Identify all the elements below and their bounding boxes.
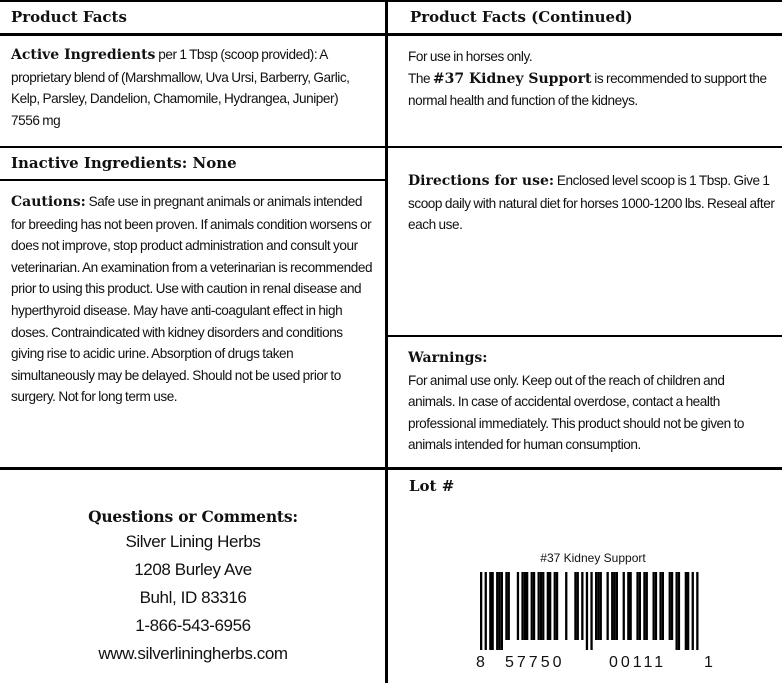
barcode-bar <box>554 572 556 640</box>
barcode-bar <box>669 572 671 640</box>
barcode-bar <box>492 572 494 650</box>
barcode-bar <box>630 572 632 640</box>
barcode-bar <box>643 572 645 640</box>
barcode-bar <box>565 572 567 640</box>
right-usage-rule <box>386 146 782 148</box>
barcode-bar <box>540 572 542 640</box>
center-divider <box>385 0 388 683</box>
barcode-bar <box>611 572 613 640</box>
cautions <box>11 191 377 408</box>
usage-line1: For use in horses only. <box>408 49 533 64</box>
left-header: Product Facts <box>11 8 127 26</box>
barcode-digit-last: 1 <box>704 654 713 671</box>
barcode-bar <box>597 572 599 640</box>
barcode-bar <box>627 572 629 640</box>
active-ingredients <box>11 44 361 131</box>
barcode-bar <box>501 572 503 650</box>
barcode-bar <box>485 572 487 650</box>
contact-phone: 1-866-543-6956 <box>135 616 251 635</box>
barcode <box>480 572 720 650</box>
left-inactive-rule <box>0 179 386 181</box>
barcode-bar <box>480 572 482 650</box>
barcode-bar <box>517 572 519 640</box>
cautions-label: Cautions: <box>11 194 86 210</box>
usage <box>408 46 776 112</box>
lot-label: Lot # <box>409 477 455 495</box>
contact-website[interactable]: www.silverliningherbs.com <box>98 644 288 663</box>
right-header-rule <box>386 33 782 36</box>
barcode-bar <box>687 572 689 650</box>
barcode-bar <box>524 572 526 640</box>
barcode-bar <box>498 572 500 650</box>
barcode-bar <box>508 572 510 640</box>
barcode-bar <box>662 572 664 640</box>
middle-rule <box>0 467 782 470</box>
barcode-bar <box>676 572 678 650</box>
barcode-digit-first: 8 <box>476 654 485 671</box>
contact-city: Buhl, ID 83316 <box>139 588 247 607</box>
barcode-bar <box>595 572 597 640</box>
barcode-bar <box>696 572 698 650</box>
barcode-bar <box>613 572 615 640</box>
active-ingredients-label: Active Ingredients <box>11 47 156 63</box>
barcode-group-left: 57750 <box>505 654 565 671</box>
barcode-bar <box>685 572 687 650</box>
top-border <box>0 0 782 2</box>
barcode-bar <box>623 572 625 640</box>
barcode-bar <box>659 572 661 640</box>
left-header-rule <box>0 33 386 36</box>
barcode-bar <box>533 572 535 640</box>
directions-text: Enclosed level scoop is 1 Tbsp. Give 1 scoop daily with natural diet for horses 1000-1200 lbs. Reseal after each use. <box>408 173 775 233</box>
warnings-label: Warnings: <box>408 350 488 366</box>
barcode-bar <box>581 572 583 640</box>
directions <box>408 170 778 236</box>
contact-street: 1208 Burley Ave <box>134 560 252 579</box>
barcode-bar <box>489 572 491 650</box>
warnings <box>408 348 758 456</box>
barcode-bar <box>616 572 618 640</box>
barcode-bar <box>577 572 579 640</box>
usage-post: is recommended to support the normal health and function of the kidneys. <box>408 70 767 109</box>
barcode-bar <box>692 572 694 650</box>
barcode-bar <box>678 572 680 650</box>
barcode-label: #37 Kidney Support <box>540 551 646 565</box>
barcode-bar <box>547 572 549 640</box>
barcode-bar <box>521 572 523 640</box>
barcode-bar <box>505 572 507 640</box>
barcode-bar <box>655 572 657 640</box>
right-directions-rule <box>386 335 782 337</box>
barcode-bar <box>600 572 602 640</box>
product-name: #37 Kidney Support <box>432 70 592 87</box>
inactive-ingredients: Inactive Ingredients: None <box>11 154 237 172</box>
barcode-bar <box>556 572 558 640</box>
barcode-bar <box>671 572 673 640</box>
barcode-bar <box>549 572 551 640</box>
right-header: Product Facts (Continued) <box>410 8 633 26</box>
barcode-bar <box>646 572 648 640</box>
barcode-bar <box>653 572 655 640</box>
cautions-text: Safe use in pregnant animals or animals intended for breeding has not been proven. If animals condition worsens or does not improve, stop product administration and consult your veterinarian. An examination from a veterinarian is recommended prior to using this product. Use with caution in renal disease and hyperthyroid disease. May have anti-coagulant effect in high doses. Contraindicated with kidney disorders and conditions giving rise to acidic urine. Absorption of drugs taken simultaneously may be delayed. Should not be used prior to surgery. Not for long term use. <box>11 194 373 405</box>
barcode-bar <box>531 572 533 640</box>
warnings-text: For animal use only. Keep out of the reach of children and animals. In case of accidental overdose, contact a health professional immediately. This product should not be given to animals intended for human consumption. <box>408 372 745 453</box>
barcode-bar <box>542 572 544 640</box>
barcode-bar <box>607 572 609 640</box>
barcode-bar <box>586 572 588 650</box>
barcode-bar <box>526 572 528 640</box>
barcode-bar <box>574 572 576 640</box>
barcode-group-right: 00111 <box>609 654 667 671</box>
barcode-bar <box>639 572 641 640</box>
directions-label: Directions for use: <box>408 173 555 189</box>
contact-company: Silver Lining Herbs <box>125 532 261 551</box>
contact-title: Questions or Comments: <box>88 507 298 526</box>
barcode-bar <box>538 572 540 640</box>
usage-pre: The <box>408 70 433 86</box>
barcode-bar <box>590 572 592 650</box>
barcode-bar <box>496 572 498 650</box>
barcode-bar <box>636 572 638 640</box>
left-active-rule <box>0 146 386 148</box>
active-ingredients-text: per 1 Tbsp (scoop provided): A proprietary blend of (Marshmallow, Uva Ursi, Barberry, Garlic, Kelp, Parsley, Dandelion, Chamomile, Hydrangea, Juniper) 7556 mg <box>11 47 350 128</box>
